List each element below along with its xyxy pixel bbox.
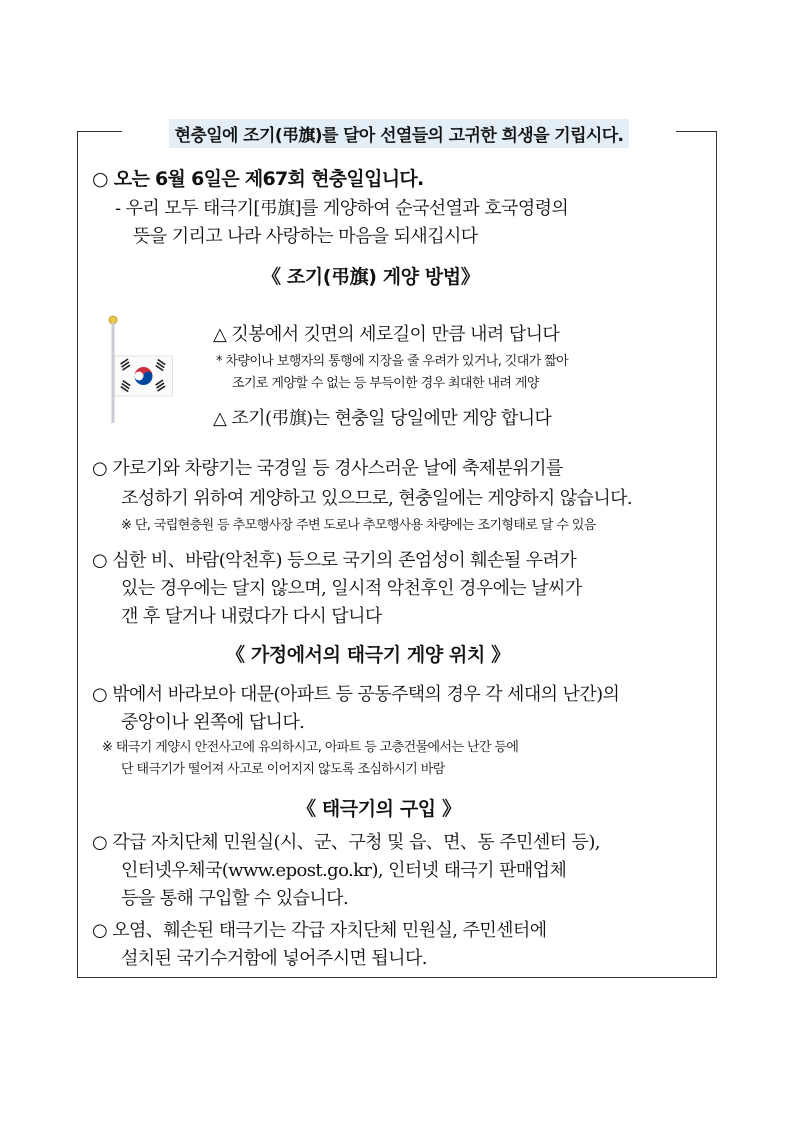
section1-step-1: △ 깃봉에서 깃면의 세로길이 만큼 내려 답니다 — [213, 324, 560, 345]
intro-line-3: 뜻을 기리고 나라 사랑하는 마음을 되새깁시다 — [133, 226, 478, 247]
section1-note-1a: * 차량이나 보행자의 통행에 지장을 줄 우려가 있거나, 깃대가 짧아 — [216, 354, 569, 369]
section3-line-3: 등을 통해 구입할 수 있습니다. — [121, 888, 349, 909]
section2-note-1: ※ 태극기 게양시 안전사고에 유의하시고, 아파트 등 고층건물에서는 난간 등에 — [102, 740, 519, 755]
para2-line-2: 조성하기 위하여 게양하고 있으므로, 현충일에는 게양하지 않습니다. — [121, 488, 633, 509]
section2-line-1: ○ 밖에서 바라보아 대문(아파트 등 공동주택의 경우 각 세대의 난간)의 — [92, 684, 620, 705]
intro-line-1: ○ 오는 6월 6일은 제67회 현충일입니다. — [92, 168, 424, 190]
para3-line-3: 갠 후 달거나 내렸다가 다시 답니다 — [121, 606, 382, 627]
para2-line-1: ○ 가로기와 차량기는 국경일 등 경사스러운 날에 축제분위기를 — [92, 458, 563, 479]
section2-note-2: 단 태극기가 떨어져 사고로 이어지지 않도록 조심하시기 바람 — [121, 762, 445, 777]
section3-line-2: 인터넷우체국(www.epost.go.kr), 인터넷 태극기 판매업체 — [121, 860, 567, 881]
half-mast-flag-icon — [100, 312, 180, 427]
section3-line-5: 설치된 국기수거함에 넣어주시면 됩니다. — [121, 948, 427, 969]
para3-line-2: 있는 경우에는 달지 않으며, 일시적 악천후인 경우에는 날씨가 — [121, 578, 582, 599]
page-title: 현충일에 조기(弔旗)를 달아 선열들의 고귀한 희생을 기립시다. — [169, 119, 630, 148]
intro-line-2: - 우리 모두 태극기[弔旗]를 게양하여 순국선열과 호국영령의 — [115, 198, 569, 219]
section3-line-4: ○ 오염、훼손된 태극기는 각급 자치단체 민원실, 주민센터에 — [92, 920, 547, 941]
section1-heading: 《 조기(弔旗) 게양 방법》 — [262, 266, 480, 288]
section1-step-2: △ 조기(弔旗)는 현충일 당일에만 게양 합니다 — [213, 408, 552, 429]
para3-line-1: ○ 심한 비、바람(악천후) 등으로 국기의 존엄성이 훼손될 우려가 — [92, 550, 577, 571]
section2-heading: 《 가정에서의 태극기 게양 위치 》 — [226, 644, 510, 666]
para2-note: ※ 단, 국립현충원 등 추모행사장 주변 도로나 추모행사용 차량에는 조기형태로 달 수 있음 — [121, 518, 596, 533]
section3-heading: 《 태극기의 구입 》 — [297, 798, 461, 820]
section3-line-1: ○ 각급 자치단체 민원실(시、군、구청 및 읍、면、동 주민센터 등), — [92, 832, 600, 853]
section1-note-1b: 조기로 게양할 수 없는 등 부득이한 경우 최대한 내려 게양 — [232, 376, 539, 391]
section2-line-2: 중앙이나 왼쪽에 답니다. — [121, 712, 305, 733]
title-banner — [122, 118, 676, 148]
